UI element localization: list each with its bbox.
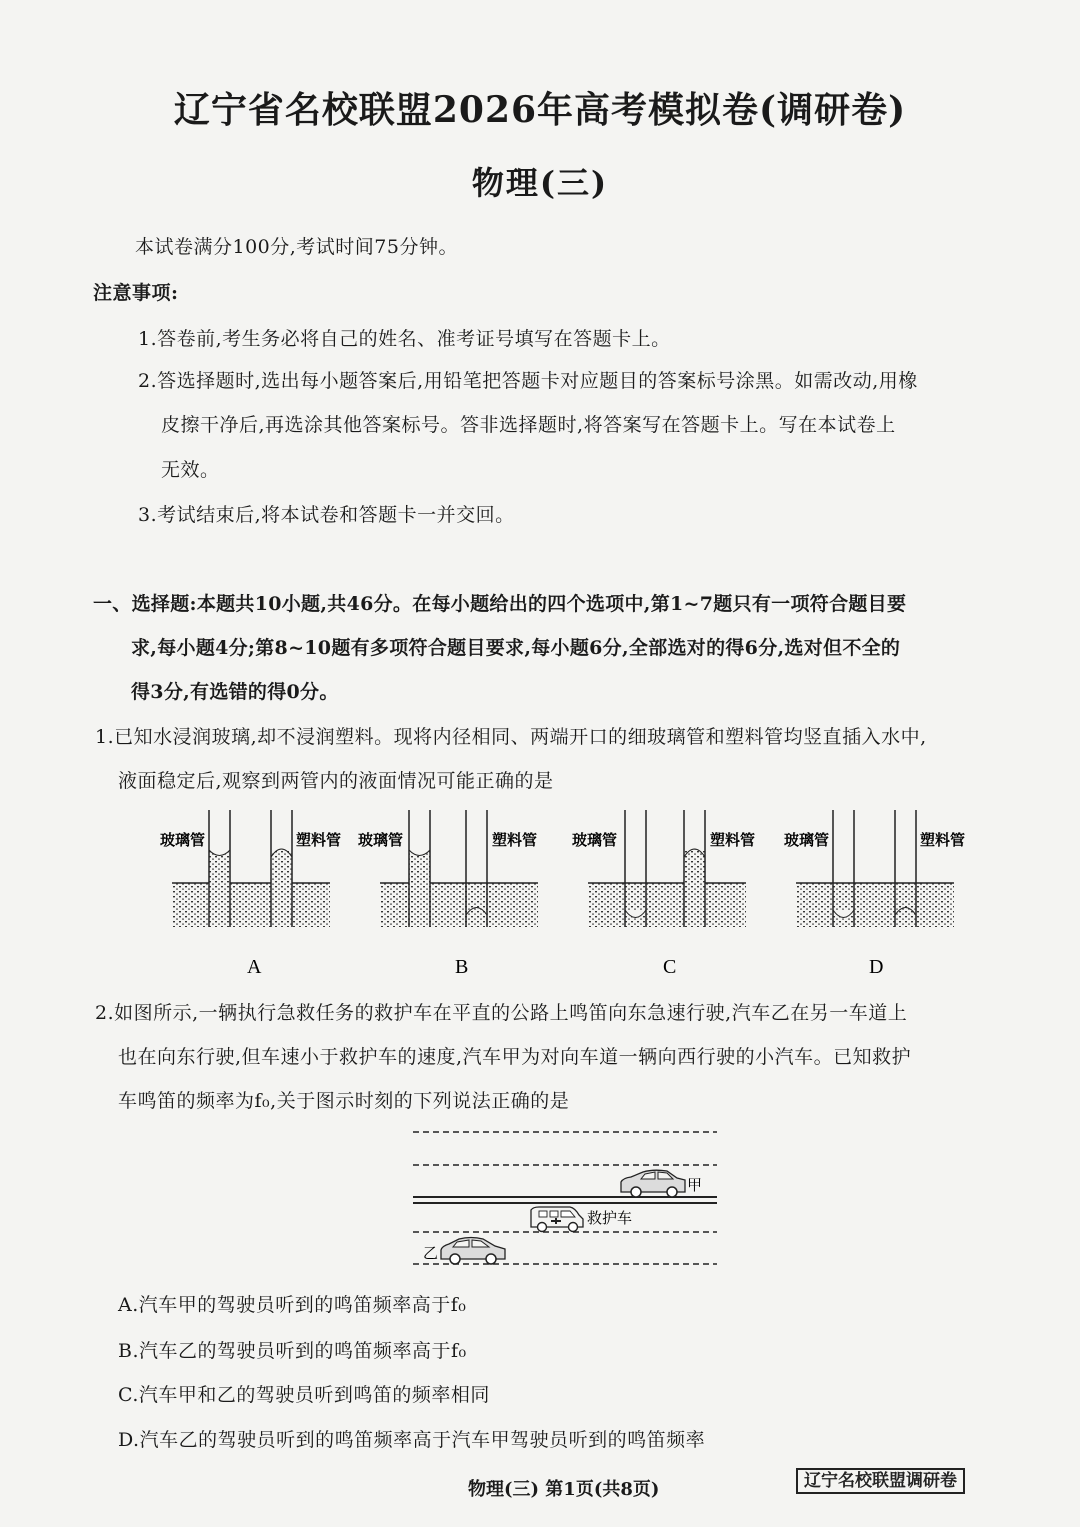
plastic-tube-label: 塑料管 xyxy=(920,831,966,849)
question-1-stem-continued: 液面稳定后,观察到两管内的液面情况可能正确的是 xyxy=(118,770,554,792)
capillary-diagram xyxy=(160,805,966,990)
capillary-figure xyxy=(160,805,966,990)
capillary-panel-b xyxy=(358,810,538,927)
notice-item-continued: 无效。 xyxy=(161,459,220,481)
road-figure xyxy=(405,1122,725,1272)
option-a-label: A xyxy=(247,956,262,978)
capillary-panel-d xyxy=(784,810,965,927)
notice-item: 3.考试结束后,将本试卷和答题卡一并交回。 xyxy=(138,504,515,526)
section-heading-continued: 求,每小题4分;第8~10题有多项符合题目要求,每小题6分,全部选对的得6分,选对但不全的 xyxy=(131,637,901,659)
ambulance-icon xyxy=(531,1207,583,1232)
question-2-option-b: B.汽车乙的驾驶员听到的鸣笛频率高于f₀ xyxy=(118,1340,467,1362)
notice-heading: 注意事项: xyxy=(93,282,179,304)
option-c-label: C xyxy=(663,956,677,978)
page-footer: 物理(三) 第1页(共8页) xyxy=(468,1479,660,1500)
glass-tube-label: 玻璃管 xyxy=(358,831,404,849)
plastic-tube-label: 塑料管 xyxy=(710,831,756,849)
question-2-stem-continued: 车鸣笛的频率为f₀,关于图示时刻的下列说法正确的是 xyxy=(118,1090,570,1112)
question-1-stem: 1.已知水浸润玻璃,却不浸润塑料。现将内径相同、两端开口的细玻璃管和塑料管均竖直插入水中, xyxy=(95,726,927,748)
car-jia-label: 甲 xyxy=(687,1176,703,1194)
subject-title: 物理(三) xyxy=(471,164,609,202)
section-heading: 一、选择题:本题共10小题,共46分。在每小题给出的四个选项中,第1~7题只有一项符合题目要 xyxy=(93,593,907,615)
glass-tube-label: 玻璃管 xyxy=(784,831,830,849)
section-heading-continued: 得3分,有选错的得0分。 xyxy=(131,681,339,703)
plastic-tube-label: 塑料管 xyxy=(492,831,538,849)
exam-info: 本试卷满分100分,考试时间75分钟。 xyxy=(135,236,458,258)
car-jia-icon xyxy=(621,1170,685,1197)
road-diagram xyxy=(405,1122,725,1272)
question-2-option-c: C.汽车甲和乙的驾驶员听到鸣笛的频率相同 xyxy=(118,1384,490,1406)
question-2-option-a: A.汽车甲的驾驶员听到的鸣笛频率高于f₀ xyxy=(118,1294,467,1316)
capillary-panel-c xyxy=(572,810,755,927)
page-title: 辽宁省名校联盟2026年高考模拟卷(调研卷) xyxy=(173,89,907,131)
option-d-label: D xyxy=(869,956,884,978)
car-yi-label: 乙 xyxy=(423,1244,439,1262)
option-b-label: B xyxy=(455,956,469,978)
notice-item: 1.答卷前,考生务必将自己的姓名、准考证号填写在答题卡上。 xyxy=(138,328,671,350)
question-2-option-d: D.汽车乙的驾驶员听到的鸣笛频率高于汽车甲驾驶员听到的鸣笛频率 xyxy=(118,1429,706,1451)
notice-item-continued: 皮擦干净后,再选涂其他答案标号。答非选择题时,将答案写在答题卡上。写在本试卷上 xyxy=(161,414,896,436)
ambulance-label: 救护车 xyxy=(587,1209,633,1227)
capillary-panel-a xyxy=(160,810,341,927)
question-2-stem: 2.如图所示,一辆执行急救任务的救护车在平直的公路上鸣笛向东急速行驶,汽车乙在另一车道上 xyxy=(95,1002,908,1024)
watermark-stamp: 辽宁名校联盟调研卷 xyxy=(796,1468,965,1494)
notice-item: 2.答选择题时,选出每小题答案后,用铅笔把答题卡对应题目的答案标号涂黑。如需改动,用橡 xyxy=(138,370,918,392)
car-yi-icon xyxy=(441,1238,505,1265)
question-2-stem-continued: 也在向东行驶,但车速小于救护车的速度,汽车甲为对向车道一辆向西行驶的小汽车。已知救护 xyxy=(118,1046,912,1068)
glass-tube-label: 玻璃管 xyxy=(160,831,206,849)
plastic-tube-label: 塑料管 xyxy=(296,831,342,849)
glass-tube-label: 玻璃管 xyxy=(572,831,618,849)
